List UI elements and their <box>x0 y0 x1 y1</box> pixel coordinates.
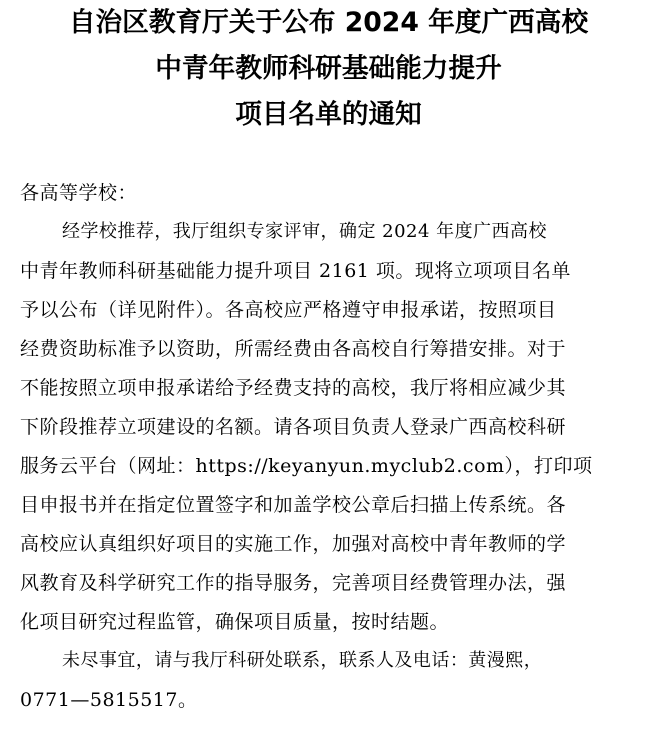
body-line: 经学校推荐，我厅组织专家评审，确定 2024 年度广西高校 <box>62 221 547 242</box>
notice-title-line-2: 中青年教师科研基础能力提升 <box>155 53 502 84</box>
body-line: 高校应认真组织好项目的实施工作，加强对高校中青年教师的学 <box>20 533 567 555</box>
body-line: 服务云平台（网址：https://keyanyun.myclub2.com），打印项 <box>20 455 593 477</box>
contact-phone: 0771—5815517。 <box>20 689 198 711</box>
body-line: 风教育及科学研究工作的指导服务，完善项目经费管理办法，强 <box>20 572 567 594</box>
body-line: 中青年教师科研基础能力提升项目 2161 项。现将立项项目名单 <box>20 260 571 282</box>
body-line: 予以公布（详见附件）。各高校应严格遵守申报承诺，按照项目 <box>20 299 557 321</box>
contact-line: 未尽事宜，请与我厅科研处联系，联系人及电话：黄漫熙， <box>62 650 543 671</box>
salutation: 各高等学校： <box>20 182 138 204</box>
body-line: 经费资助标准予以资助，所需经费由各高校自行筹措安排。对于 <box>20 338 567 360</box>
body-line: 下阶段推荐立项建设的名额。请各项目负责人登录广西高校科研 <box>20 416 567 438</box>
body-line: 化项目研究过程监管，确保项目质量，按时结题。 <box>20 611 450 633</box>
notice-title-line-1: 自治区教育厅关于公布 2024 年度广西高校 <box>68 7 589 38</box>
body-line: 不能按照立项申报承诺给予经费支持的高校，我厅将相应减少其 <box>20 377 567 399</box>
notice-title-line-3: 项目名单的通知 <box>235 99 422 130</box>
body-line: 目申报书并在指定位置签字和加盖学校公章后扫描上传系统。各 <box>20 494 567 516</box>
